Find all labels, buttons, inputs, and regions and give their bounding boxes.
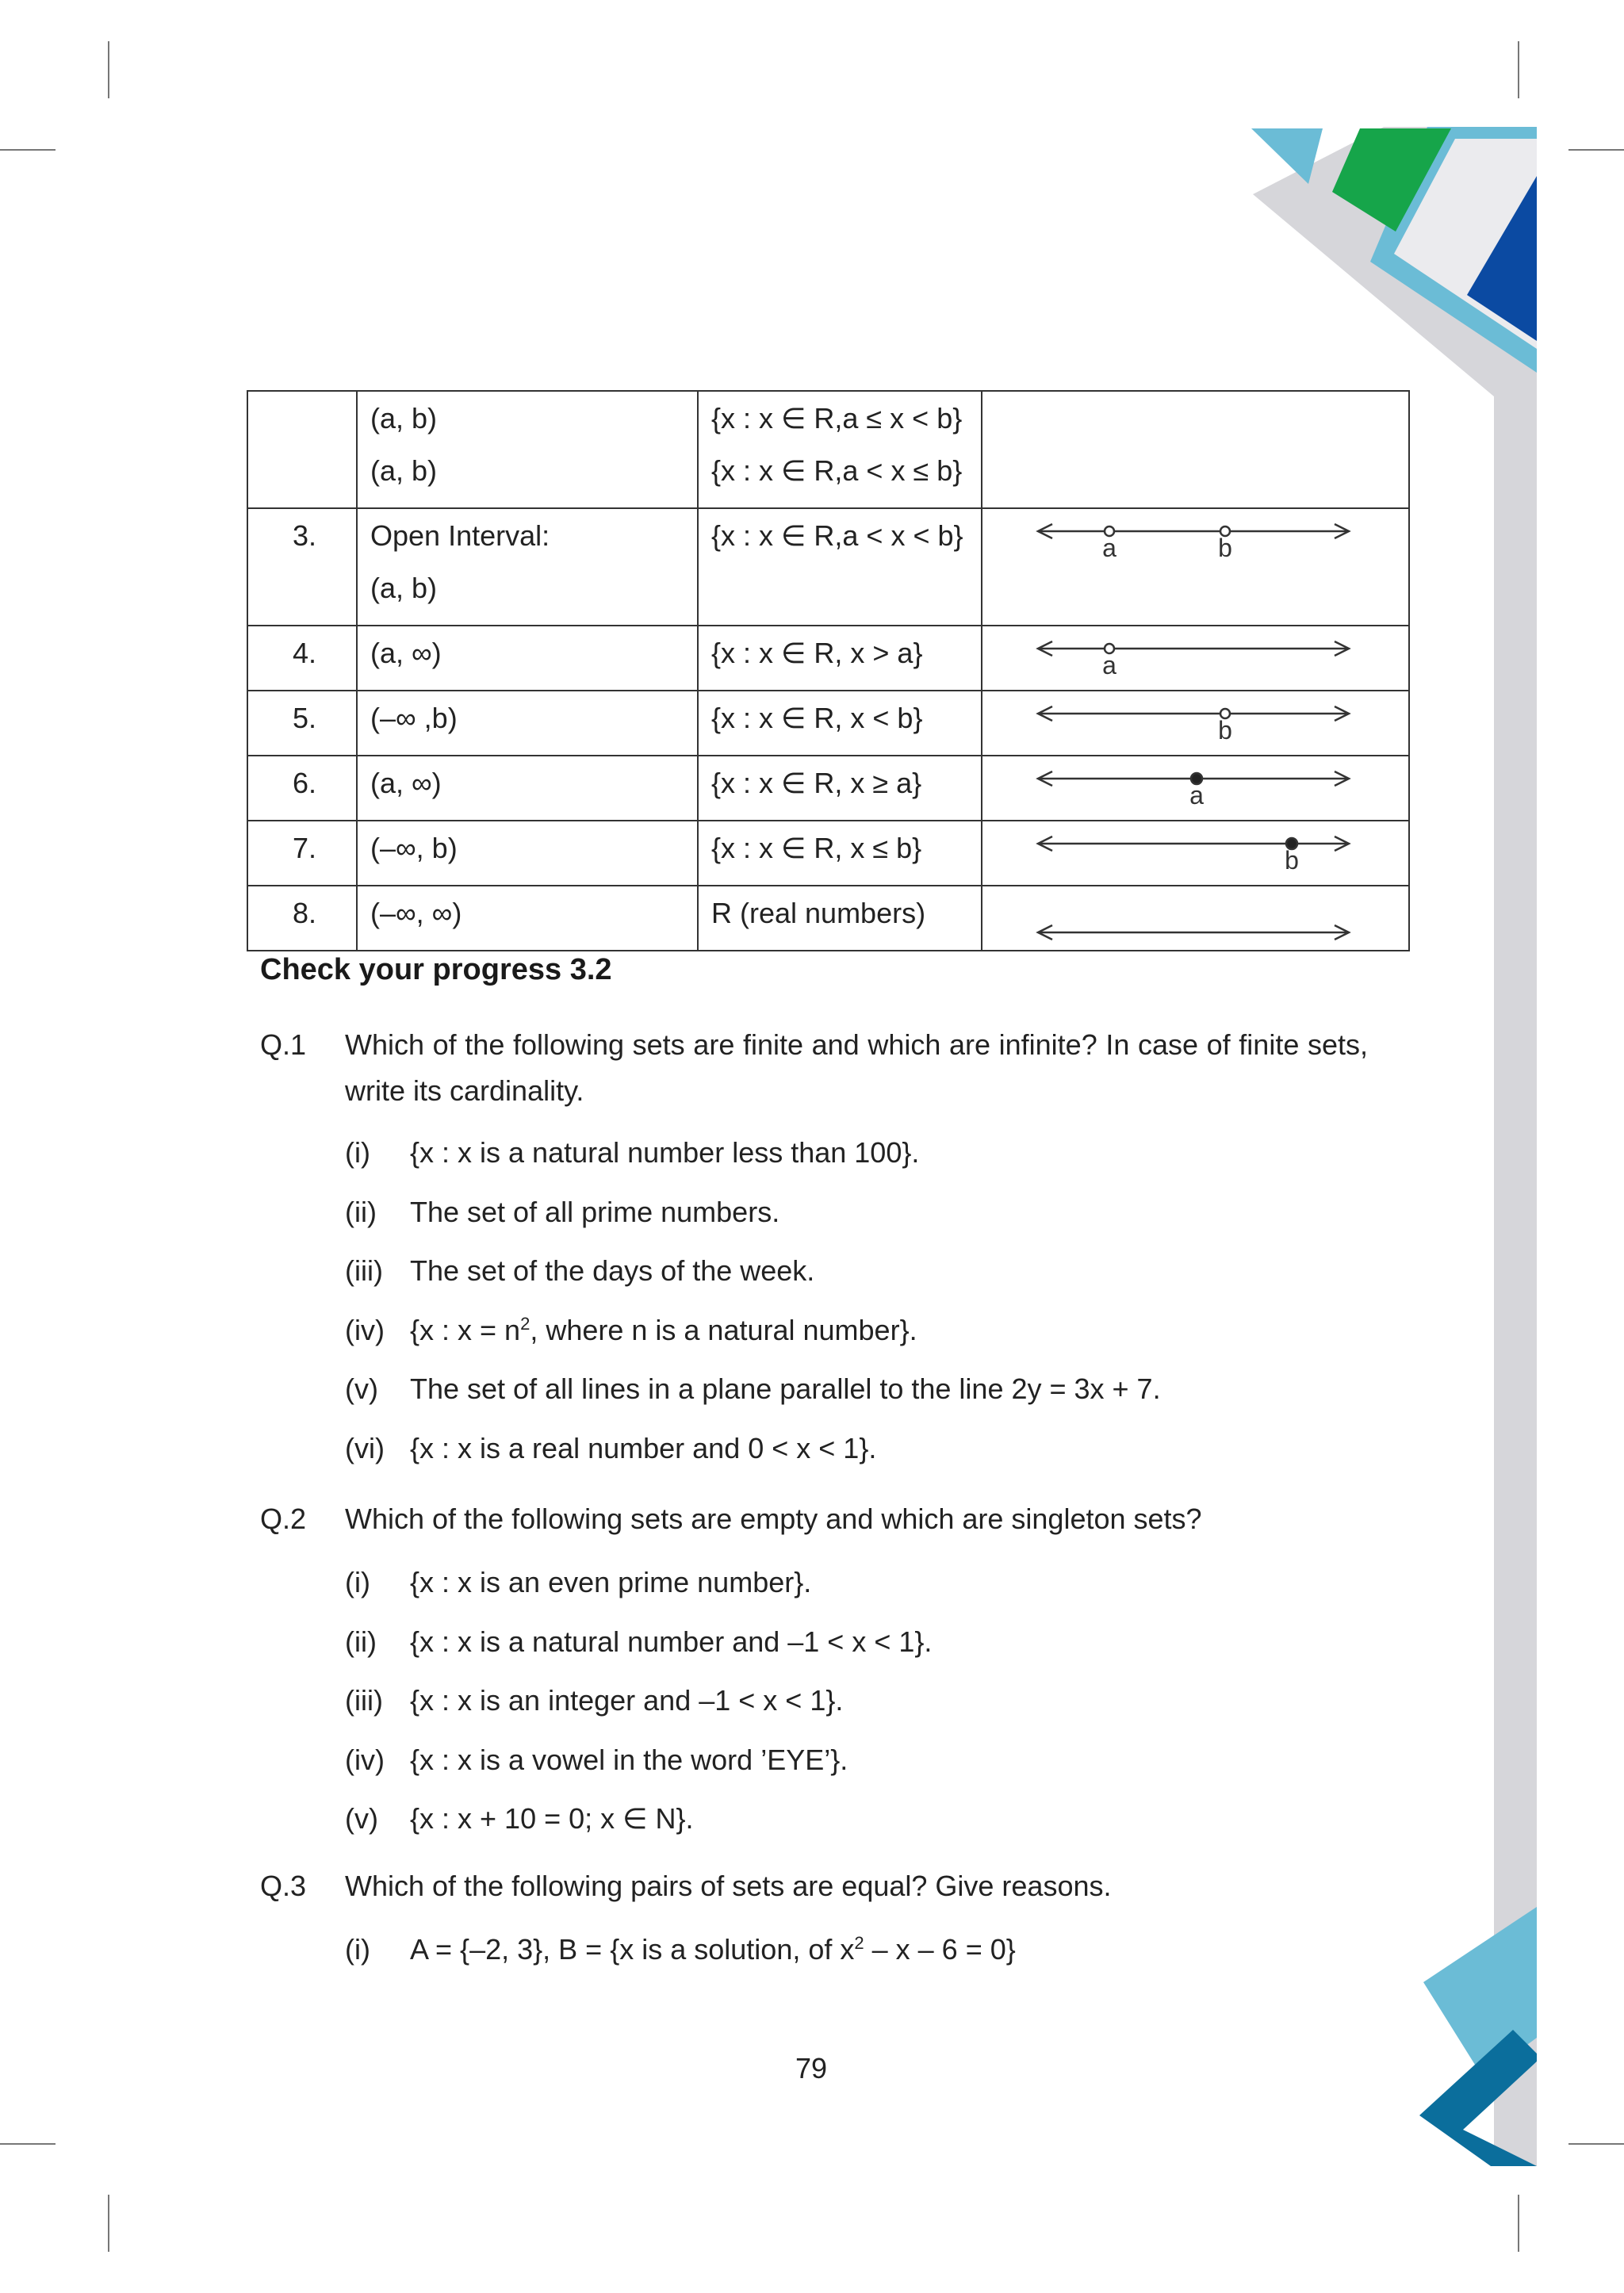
set-text: {x : x ∈ R, x > a} — [711, 637, 923, 669]
item-text: A = {–2, 3}, B = {x is a solution, of $x^2 - x - 6 = 0$} — [410, 1933, 1016, 1966]
item-label: (iv) — [345, 1313, 385, 1346]
row-number-text: 7. — [292, 832, 316, 864]
superscript: 2 — [520, 1313, 530, 1334]
table-row — [247, 691, 1409, 756]
question-number: Q.3 — [260, 1870, 307, 1902]
set-builder — [698, 626, 982, 691]
question-text: Which of the following sets are finite and which are infinite? In case of finite sets, write its cardinality. — [345, 1028, 1368, 1107]
section-heading: Check your progress 3.2 — [260, 953, 612, 986]
set-builder — [698, 821, 982, 886]
point-label: a — [1102, 651, 1116, 679]
number-line — [982, 821, 1408, 877]
row-number — [247, 756, 357, 821]
row-number-text — [261, 403, 316, 455]
table-row — [247, 886, 1409, 951]
interval-notation — [357, 508, 698, 626]
interval-text: (a, b) — [370, 572, 438, 604]
row-number — [247, 391, 357, 508]
interval-text: (–∞ ,b) — [370, 702, 458, 734]
item-label: (i) — [345, 1933, 370, 1966]
item-text: {x : x is a vowel in the word ’EYE’}. — [410, 1743, 848, 1776]
row-number-text: 3. — [292, 519, 316, 552]
interval-notation — [357, 691, 698, 756]
number-line — [982, 691, 1408, 747]
item-text: {x : x + 10 = 0; x ∈ N}. — [410, 1802, 694, 1836]
set-builder — [698, 886, 982, 951]
number-line-cell — [982, 691, 1409, 756]
set-builder — [698, 756, 982, 821]
item-label: (i) — [345, 1566, 370, 1598]
interval-text: (–∞, ∞) — [370, 897, 462, 929]
interval-notation — [357, 821, 698, 886]
item-label: (iv) — [345, 1743, 385, 1776]
question-number: Q.2 — [260, 1503, 307, 1535]
point-label: a — [1102, 534, 1116, 562]
item-label: (vi) — [345, 1432, 385, 1464]
number-line — [982, 626, 1408, 682]
item-text: The set of all prime numbers. — [410, 1195, 780, 1228]
set-builder — [698, 391, 982, 508]
point-label: a — [1189, 781, 1204, 810]
question-number: Q.1 — [260, 1028, 307, 1061]
superscript: 2 — [854, 1933, 864, 1953]
item-text: {x : x is an integer and –1 < x < 1}. — [410, 1684, 844, 1717]
row-number — [247, 691, 357, 756]
item-label: (iii) — [345, 1254, 383, 1288]
row-number-text: 8. — [292, 897, 316, 929]
point-label: b — [1218, 716, 1232, 745]
table-row — [247, 391, 1409, 508]
set-text: R (real numbers) — [711, 897, 926, 929]
set-text: {x : x ∈ R, x ≥ a} — [711, 767, 922, 799]
item-label: (ii) — [345, 1195, 377, 1228]
set-text: {x : x ∈ R,a < x ≤ b} — [711, 454, 963, 487]
set-text: {x : x ∈ R,a < x < b} — [711, 519, 963, 552]
item-text: The set of all lines in a plane parallel to the line 2y = 3x + 7. — [410, 1372, 1161, 1406]
interval-table — [247, 390, 1410, 951]
item-text: {x : x is a natural number and –1 < x < 1}. — [410, 1625, 933, 1658]
set-builder — [698, 691, 982, 756]
table-row — [247, 508, 1409, 626]
number-line — [982, 886, 1408, 942]
row-number-text: 6. — [292, 767, 316, 799]
interval-notation — [357, 391, 698, 508]
point-label: b — [1218, 534, 1232, 562]
row-number — [247, 508, 357, 626]
question-text: Which of the following pairs of sets are equal? Give reasons. — [345, 1870, 1112, 1902]
item-label: (v) — [345, 1802, 378, 1836]
row-number-text: 4. — [292, 637, 316, 669]
table-row — [247, 626, 1409, 691]
set-builder — [698, 508, 982, 626]
item-text: {x : x is a real number and 0 < x < 1}. — [410, 1432, 877, 1464]
table-row — [247, 821, 1409, 886]
item-label: (i) — [345, 1136, 370, 1169]
item-label: (iii) — [345, 1684, 383, 1717]
row-number — [247, 886, 357, 951]
number-line-cell — [982, 886, 1409, 951]
item-label: (ii) — [345, 1625, 377, 1658]
point-label: b — [1285, 846, 1299, 875]
row-number-text: 5. — [292, 702, 316, 734]
number-line-cell — [982, 626, 1409, 691]
item-text: {x : x is an even prime number}. — [410, 1566, 812, 1598]
interval-notation — [357, 626, 698, 691]
item-text: {x : $x = n^2$, where n is a natural number}. — [410, 1313, 917, 1346]
interval-text: (–∞, b) — [370, 832, 458, 864]
number-line-cell — [982, 391, 1409, 508]
item-label: (v) — [345, 1372, 378, 1406]
table-row — [247, 756, 1409, 821]
interval-notation — [357, 886, 698, 951]
interval-text: Open Interval: — [370, 519, 550, 552]
question-text: Which of the following sets are empty and which are singleton sets? — [345, 1503, 1202, 1535]
item-text: {x : x is a natural number less than 100}. — [410, 1136, 920, 1169]
number-line-cell — [982, 508, 1409, 626]
interval-text: (a, ∞) — [370, 767, 442, 799]
set-text: {x : x ∈ R, x ≤ b} — [711, 832, 922, 864]
interval-text: (a, b) — [370, 454, 438, 487]
item-text: The set of the days of the week. — [410, 1254, 815, 1288]
number-line-cell — [982, 756, 1409, 821]
set-text: {x : x ∈ R, x < b} — [711, 702, 923, 734]
number-line — [982, 509, 1408, 565]
interval-text: (a, b) — [370, 402, 438, 434]
page-number: 79 — [795, 2052, 828, 2084]
number-line-cell — [982, 821, 1409, 886]
interval-notation — [357, 756, 698, 821]
set-text: {x : x ∈ R,a ≤ x < b} — [711, 402, 963, 434]
row-number — [247, 626, 357, 691]
interval-text: (a, ∞) — [370, 637, 442, 669]
row-number — [247, 821, 357, 886]
number-line — [982, 756, 1408, 812]
